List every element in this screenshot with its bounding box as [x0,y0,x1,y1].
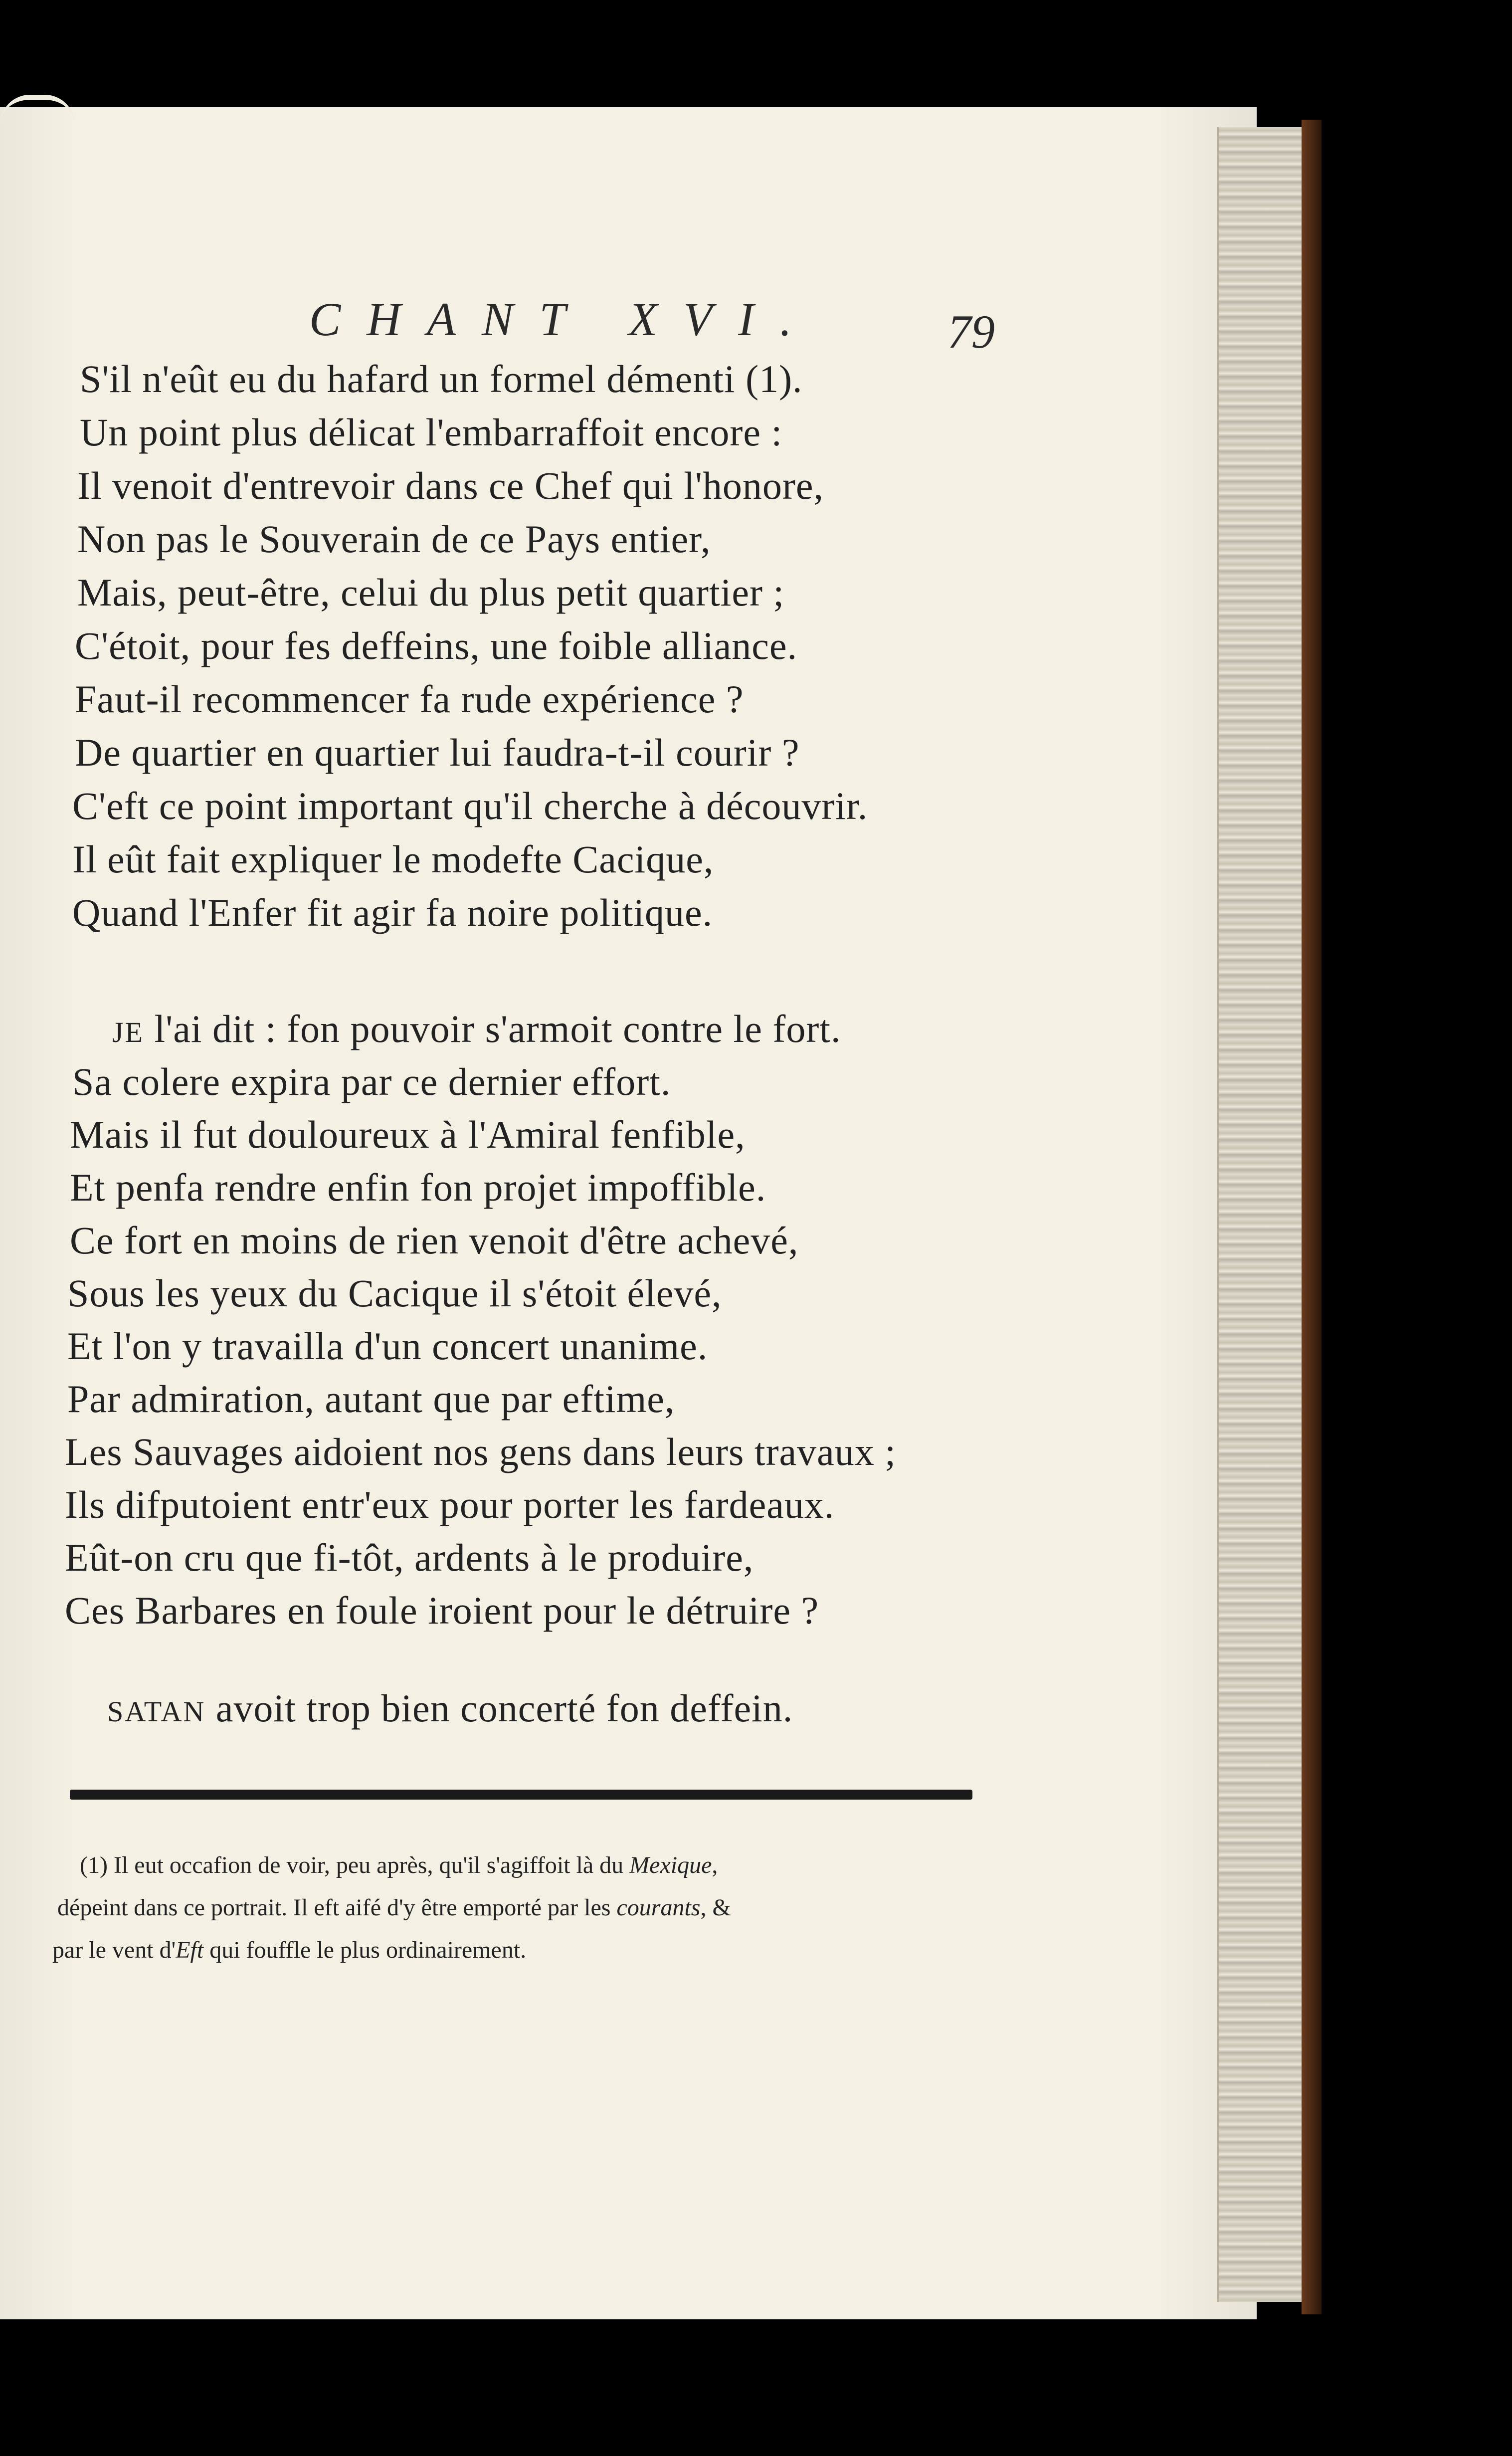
verse-line: C'eft ce point important qu'il cherche à découvrir. [72,784,868,827]
verse-line: S'il n'eût eu du hafard un formel démenti (1). [80,357,803,401]
verse-line: Par admiration, autant que par eftime, [67,1377,675,1421]
running-title: CHANT XVI. [309,293,818,346]
verse-line: Ils difputoient entr'eux pour porter les fardeaux. [65,1483,835,1526]
page-fold [0,95,75,130]
verse-line: Et l'on y travailla d'un concert unanime. [67,1324,708,1368]
verse-line: De quartier en quartier lui faudra-t-il courir ? [75,731,800,774]
verse-line: Sous les yeux du Cacique il s'étoit élevé, [67,1271,722,1315]
small-caps-initial: SATAN [107,1695,206,1728]
book-spine [1302,120,1322,2314]
verse-line: Et penfa rendre enfin fon projet impoffible. [70,1166,766,1209]
page-edges [1217,127,1304,2302]
verse-line: Ces Barbares en foule iroient pour le détruire ? [65,1589,819,1632]
verse-line: Il venoit d'entrevoir dans ce Chef qui l'honore, [77,464,824,507]
verse-line: Faut-il recommencer fa rude expérience ? [75,677,744,721]
small-caps-initial: JE [112,1016,144,1048]
verse-line: C'étoit, pour fes deffeins, une foible alliance. [75,624,797,667]
verse-line: Non pas le Souverain de ce Pays entier, [77,517,711,561]
verse-line: Il eût fait expliquer le modefte Cacique, [72,837,714,881]
verse-line: JE l'ai dit : fon pouvoir s'armoit contre le fort. [112,1007,841,1050]
verse-line: SATAN avoit trop bien concerté fon deffein. [107,1686,793,1730]
verse-line: Quand l'Enfer fit agir fa noire politique. [72,891,713,934]
footnote-line: par le vent d'Eft qui fouffle le plus ordinairement. [52,1937,527,1963]
verse-line: Un point plus délicat l'embarraffoit encore : [80,410,783,454]
verse-line: Mais, peut-être, celui du plus petit quartier ; [77,571,785,614]
footnote-line: dépeint dans ce portrait. Il eft aifé d'y être emporté par les courants, & [57,1894,731,1921]
page-number: 79 [947,305,995,358]
footnote-rule [70,1790,972,1800]
verse-line: Les Sauvages aidoient nos gens dans leurs travaux ; [65,1430,896,1473]
footnote-line: (1) Il eut occafion de voir, peu après, qu'il s'agiffoit là du Mexique, [80,1852,718,1878]
verse-line: Sa colere expira par ce dernier effort. [72,1060,671,1103]
verse-line: Ce fort en moins de rien venoit d'être achevé, [70,1219,799,1262]
verse-line: Eût-on cru que fi-tôt, ardents à le produire, [65,1536,754,1579]
verse-line: Mais il fut douloureux à l'Amiral fenfible, [70,1113,746,1156]
